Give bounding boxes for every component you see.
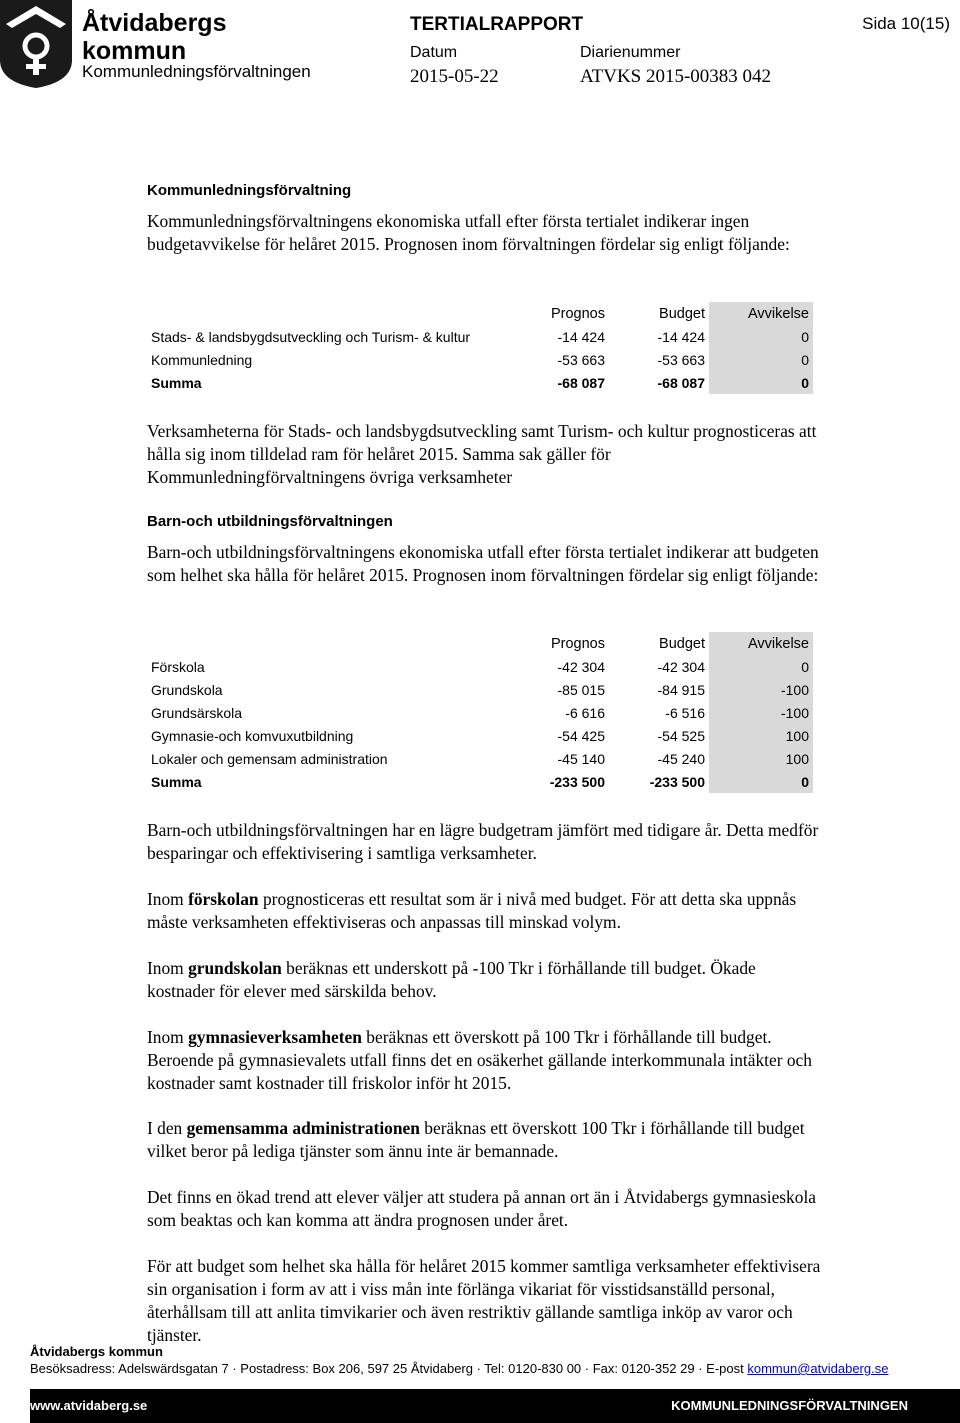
- page-number: Sida 10(15): [862, 14, 950, 33]
- footer-address-text: Besöksadress: Adelswärdsgatan 7 · Postadress: Box 206, 597 25 Åtvidaberg · Tel: 0120-830 00 · Fax: 0120-352 29 · E-post: [30, 1361, 748, 1376]
- table-cell: -45 240: [657, 750, 705, 767]
- table-header-cell: Avvikelse: [709, 302, 813, 325]
- table-row: [147, 325, 813, 348]
- table-cell: Grundskola: [151, 681, 223, 698]
- date-label: Datum: [410, 44, 458, 61]
- table-row: [147, 348, 813, 371]
- table-header-cell: Prognos: [550, 305, 605, 322]
- table-cell: 0: [709, 371, 813, 394]
- table-row: [147, 655, 813, 678]
- table-cell: -233 500: [549, 773, 605, 790]
- paragraph-budgetram: Barn-och utbildningsförvaltningen har en lägre budgetram jämfört med tidigare år. Detta medför besparingar och effektivisering i samtliga verksamheter.: [147, 820, 819, 863]
- table-row: [147, 701, 813, 724]
- section-heading-barn-och-utbildning: Barn-och utbildningsförvaltningen: [147, 513, 393, 530]
- emphasis-text: gemensamma administrationen: [186, 1118, 420, 1138]
- table-cell: -84 915: [657, 681, 705, 698]
- paragraph-verksamheterna: Verksamheterna för Stads- och landsbygdsutveckling samt Turism- och kultur prognosticeras att hålla sig inom tilldelad ram för helåret 2015. Samma sak gäller för Kommunledningförvaltningens övriga verksamheter: [147, 421, 817, 487]
- table-cell: -85 015: [557, 681, 605, 698]
- paragraph-trend: Det finns en ökad trend att elever väljer att studera på annan ort än i Åtvidabergs gymnasieskola som beaktas och kan komma att ändra prognosen under året.: [147, 1187, 816, 1230]
- document-type: TERTIALRAPPORT: [410, 14, 584, 35]
- table-cell: Summa: [151, 374, 202, 391]
- table-cell: -45 140: [557, 750, 605, 767]
- table-cell: -42 304: [657, 658, 705, 675]
- table-header-row: [147, 632, 813, 655]
- budget-table-barn-och-utbildning: [147, 632, 813, 793]
- table-row: [147, 724, 813, 747]
- table-cell: Stads- & landsbygdsutveckling och Turism- & kultur: [151, 328, 471, 345]
- date-value: 2015-05-22: [410, 66, 499, 87]
- table-cell: Förskola: [151, 658, 205, 675]
- emphasis-text: grundskolan: [188, 958, 282, 978]
- paragraph-effektivisering: För att budget som helhet ska hålla för helåret 2015 kommer samtliga verksamheter effektivisera sin organisation i form av att i viss mån inte förlänga vikariat för visstidsanställd personal, återhållsam till att anlita timvikarier och även restriktiv gällande samtliga inköp av varor och tjänster.: [147, 1256, 821, 1345]
- paragraph-text: prognosticeras ett resultat som är i nivå med budget. För att detta ska uppnås måste verksamheten effektiviseras och anpassas till minskad volym.: [147, 889, 797, 932]
- budget-table-kommunledning: [147, 302, 813, 394]
- table-cell: -54 525: [657, 727, 705, 744]
- table-cell: -54 425: [557, 727, 605, 744]
- paragraph-gemensamma-administrationen: [147, 1117, 827, 1163]
- municipality-crest-logo: [0, 0, 72, 88]
- paragraph-text: beräknas ett underskott på -100 Tkr i förhållande till budget. Ökade kostnader för elever med särskilda behov.: [147, 958, 756, 1001]
- footer-department: KOMMUNLEDNINGSFÖRVALTNINGEN: [671, 1398, 908, 1413]
- table-cell: 100: [709, 747, 813, 770]
- paragraph-text: Inom: [147, 958, 189, 978]
- table-cell: Grundsärskola: [151, 704, 243, 721]
- paragraph-forskolan: [147, 888, 827, 934]
- table-cell: -14 424: [557, 328, 605, 345]
- table-cell: -100: [709, 678, 813, 701]
- table-header-row: [147, 302, 813, 325]
- table-sum-row: [147, 770, 813, 793]
- table-cell: Kommunledning: [151, 351, 253, 368]
- table-cell: Gymnasie-och komvuxutbildning: [151, 727, 354, 744]
- table-cell: 0: [709, 325, 813, 348]
- paragraph-intro-barn-och-utbildning: Barn-och utbildningsförvaltningens ekonomiska utfall efter första tertialet indikerar att budgeten som helhet ska hålla för helåret 2015. Prognosen inom förvaltningen fördelar sig enligt följande:: [147, 542, 819, 585]
- table-cell: 0: [709, 655, 813, 678]
- table-cell: Summa: [151, 773, 202, 790]
- table-header-cell: [147, 632, 509, 655]
- emphasis-text: gymnasieverksamheten: [188, 1027, 362, 1047]
- footer-email-link[interactable]: kommun@atvidaberg.se: [747, 1361, 889, 1376]
- table-cell: -100: [709, 701, 813, 724]
- section-heading-kommunledning: Kommunledningsförvaltning: [147, 182, 352, 199]
- brand-name-line2: kommun: [82, 37, 187, 65]
- table-header-cell: Avvikelse: [709, 632, 813, 655]
- table-cell: -68 087: [657, 374, 705, 391]
- registration-number-label: Diarienummer: [580, 44, 681, 61]
- paragraph-grundskolan: [147, 957, 827, 1003]
- table-row: [147, 678, 813, 701]
- table-header-cell: [147, 302, 509, 325]
- paragraph-text: beräknas ett överskott 100 Tkr i förhållande till budget vilket beror på lediga tjänster som ännu inte är bemannade.: [147, 1118, 805, 1161]
- table-cell: Lokaler och gemensam administration: [151, 750, 388, 767]
- footer-address: [30, 1361, 888, 1376]
- department-name: Kommunledningsförvaltningen: [82, 62, 311, 81]
- table-row: [147, 747, 813, 770]
- table-cell: -53 663: [557, 351, 605, 368]
- paragraph-gymnasieverksamheten: [147, 1026, 827, 1095]
- table-cell: -233 500: [649, 773, 705, 790]
- paragraph-text: beräknas ett överskott på 100 Tkr i förhållande till budget. Beroende på gymnasievalets utfall finns det en osäkerhet gällande interkommunala intäkter och kostnader samt kostnader till friskolor inför ht 2015.: [147, 1027, 812, 1093]
- table-cell: -14 424: [657, 328, 705, 345]
- table-cell: -6 516: [665, 704, 705, 721]
- table-cell: -53 663: [657, 351, 705, 368]
- table-cell: 100: [709, 724, 813, 747]
- paragraph-text: I den: [147, 1118, 187, 1138]
- table-cell: 0: [709, 770, 813, 793]
- table-cell: -6 616: [565, 704, 605, 721]
- paragraph-intro-kommunledning: Kommunledningsförvaltningens ekonomiska utfall efter första tertialet indikerar ingen budgetavvikelse för helåret 2015. Prognosen inom förvaltningen fördelar sig enligt följande:: [147, 211, 790, 254]
- registration-number-value: ATVKS 2015-00383 042: [580, 66, 772, 87]
- table-cell: -68 087: [557, 374, 605, 391]
- paragraph-text: Inom: [147, 889, 189, 909]
- table-header-cell: Budget: [659, 305, 705, 322]
- table-header-cell: Budget: [659, 635, 705, 652]
- brand-name: Åtvidabergs: [82, 9, 227, 37]
- emphasis-text: förskolan: [188, 889, 259, 909]
- footer-website-link[interactable]: www.atvidaberg.se: [30, 1398, 148, 1413]
- table-cell: 0: [709, 348, 813, 371]
- paragraph-text: Inom: [147, 1027, 189, 1047]
- table-sum-row: [147, 371, 813, 394]
- table-header-cell: Prognos: [550, 635, 605, 652]
- footer-organization: Åtvidabergs kommun: [30, 1344, 163, 1359]
- table-cell: -42 304: [557, 658, 605, 675]
